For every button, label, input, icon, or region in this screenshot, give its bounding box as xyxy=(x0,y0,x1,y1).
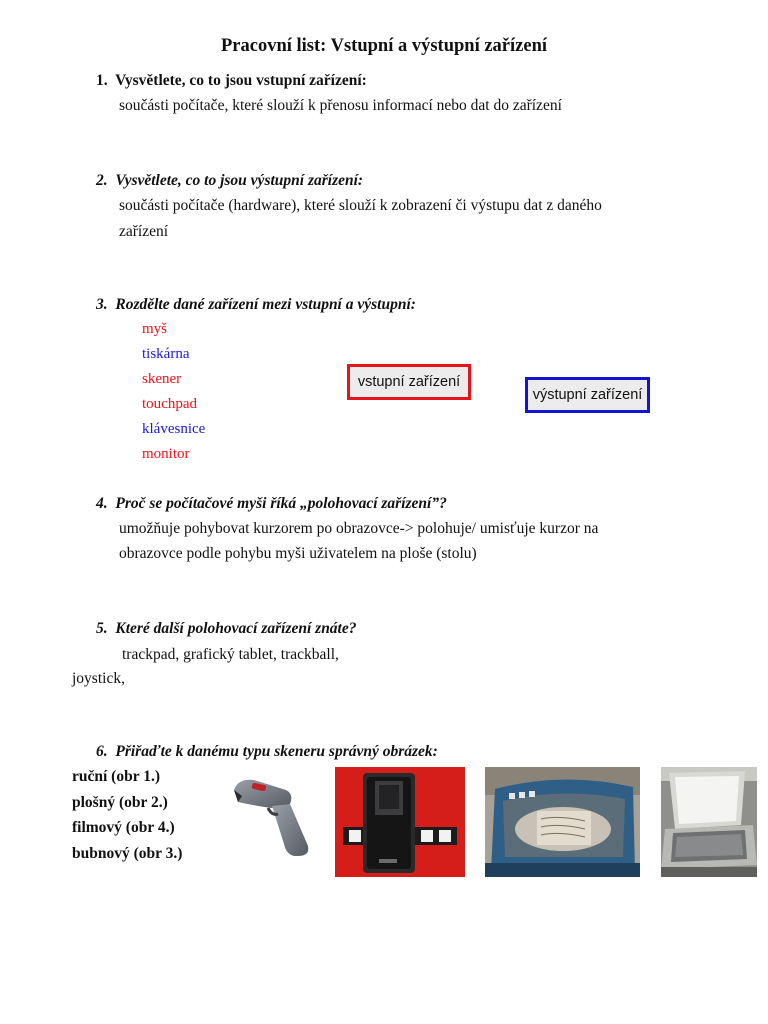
flatbed-scanner-photo xyxy=(661,767,757,877)
question-3-number: 3. xyxy=(96,296,108,313)
device-item: touchpad xyxy=(142,396,197,412)
scanner-type: ruční (obr 1.) xyxy=(72,768,160,785)
question-2 xyxy=(96,172,363,190)
answer-2-line-2: zařízení xyxy=(119,223,169,240)
question-6 xyxy=(96,743,438,761)
question-4-number: 4. xyxy=(96,495,108,512)
scanner-type: filmový (obr 4.) xyxy=(72,819,175,836)
device-item: skener xyxy=(142,371,182,387)
device-item: tiskárna xyxy=(142,346,190,362)
question-5-text: Které další polohovací zařízení znáte? xyxy=(115,620,357,637)
page-title: Pracovní list: Vstupní a výstupní zařízení xyxy=(221,36,547,56)
answer-5-line-2: joystick, xyxy=(72,670,125,687)
answer-4-line-1: umožňuje pohybovat kurzorem po obrazovce-> polohuje/ umisťuje kurzor na xyxy=(119,520,599,537)
question-1-text: Vysvětlete, co to jsou vstupní zařízení: xyxy=(115,72,367,89)
scanner-type: bubnový (obr 3.) xyxy=(72,845,183,862)
output-devices-box: výstupní zařízení xyxy=(525,377,650,413)
input-devices-box: vstupní zařízení xyxy=(347,364,471,400)
answer-5-line-1: trackpad, grafický tablet, trackball, xyxy=(122,646,339,663)
handheld-scanner-photo xyxy=(228,768,322,860)
question-1 xyxy=(96,72,367,90)
question-2-number: 2. xyxy=(96,172,108,189)
question-3-text: Rozdělte dané zařízení mezi vstupní a výstupní: xyxy=(115,296,416,313)
question-1-number: 1. xyxy=(96,72,108,89)
question-3 xyxy=(96,296,416,314)
question-2-text: Vysvětlete, co to jsou výstupní zařízení: xyxy=(115,172,364,189)
answer-1: součásti počítače, které slouží k přenosu informací nebo dat do zařízení xyxy=(119,97,562,114)
drum-scanner-photo xyxy=(485,767,640,877)
answer-4-line-2: obrazovce podle pohybu myši uživatelem na ploše (stolu) xyxy=(119,545,477,562)
question-5-number: 5. xyxy=(96,620,108,637)
scanner-type: plošný (obr 2.) xyxy=(72,794,168,811)
question-4-text: Proč se počítačové myši říká „polohovací zařízení”? xyxy=(115,495,447,512)
answer-2-line-1: součásti počítače (hardware), které slouží k zobrazení či výstupu dat z daného xyxy=(119,197,602,214)
question-5 xyxy=(96,620,357,638)
question-6-number: 6. xyxy=(96,743,108,760)
device-item: klávesnice xyxy=(142,421,206,437)
question-6-text: Přiřaďte k danému typu skeneru správný obrázek: xyxy=(115,743,438,760)
device-item: myš xyxy=(142,321,168,337)
device-item: monitor xyxy=(142,446,190,462)
film-scanner-photo xyxy=(335,767,465,877)
question-4 xyxy=(96,495,447,513)
